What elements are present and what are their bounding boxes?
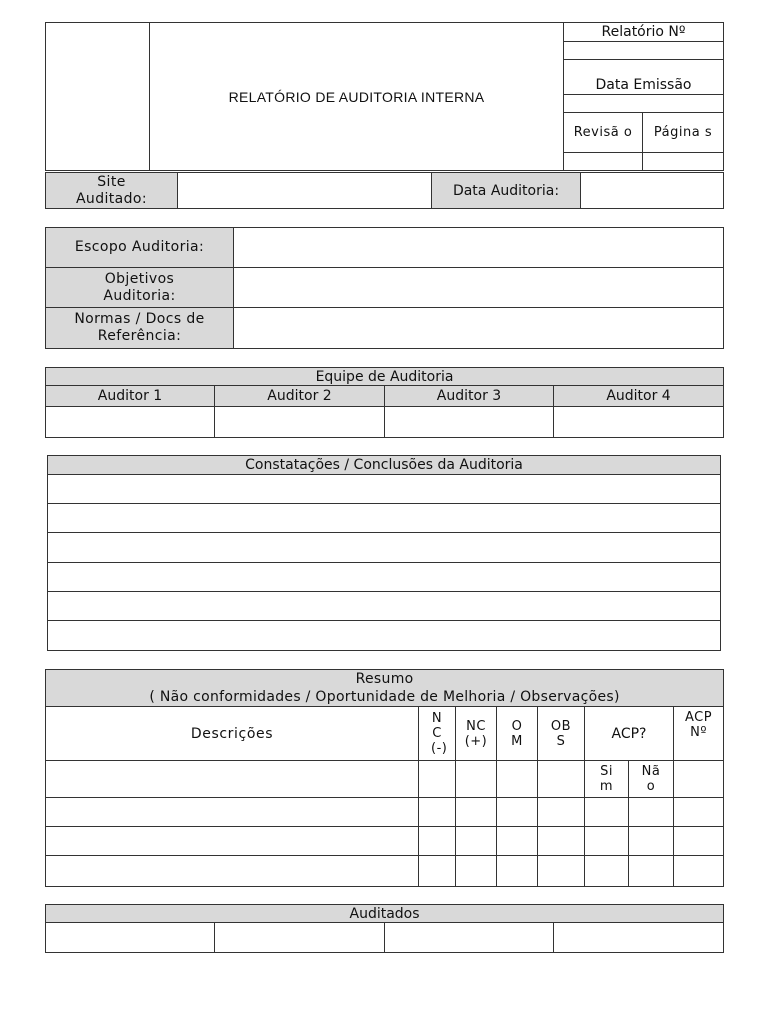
pages-label: Página s	[643, 113, 724, 153]
summary-row-nc-plus[interactable]	[456, 761, 497, 798]
summary-row-om[interactable]	[497, 798, 538, 827]
summary-row-acp-no[interactable]	[629, 827, 674, 856]
scope-field[interactable]	[234, 228, 724, 268]
audit-date-field[interactable]	[581, 173, 724, 209]
summary-row-obs[interactable]	[538, 761, 585, 798]
summary-title-line2: ( Não conformidades / Oportunidade de Melhoria / Observações)	[149, 689, 620, 705]
report-header-table	[45, 22, 724, 171]
revision-label: Revisã o	[564, 113, 643, 153]
norms-label: Normas / Docs de Referência:	[46, 308, 234, 349]
report-number-field[interactable]	[564, 42, 724, 60]
audit-team-title: Equipe de Auditoria	[46, 368, 724, 386]
summary-row-nc-minus[interactable]	[419, 761, 456, 798]
audit-team-table	[45, 367, 724, 438]
descriptions-header: Descrições	[46, 707, 419, 761]
issue-date-label: Data Emissão	[564, 76, 724, 95]
summary-row-acp-yes[interactable]	[585, 827, 629, 856]
summary-row-om[interactable]	[497, 827, 538, 856]
summary-row-acp-yes[interactable]	[585, 856, 629, 887]
objectives-field[interactable]	[234, 268, 724, 308]
summary-row-nc-plus[interactable]	[456, 827, 497, 856]
auditor-1-label: Auditor 1	[46, 386, 215, 407]
summary-row-nc-minus[interactable]	[419, 798, 456, 827]
summary-row-description[interactable]	[46, 761, 419, 798]
objectives-label: Objetivos Auditoria:	[46, 268, 234, 308]
scope-label: Escopo Auditoria:	[46, 228, 234, 268]
nc-plus-header: NC (+)	[456, 707, 497, 761]
report-title: RELATÓRIO DE AUDITORIA INTERNA	[150, 23, 564, 171]
summary-row-acp-number[interactable]	[674, 827, 724, 856]
acp-yes-label: Si m	[585, 761, 629, 798]
summary-row-om[interactable]	[497, 856, 538, 887]
auditor-1-field[interactable]	[46, 407, 215, 438]
summary-row-acp-no[interactable]	[629, 798, 674, 827]
acp-no-label: Nã o	[629, 761, 674, 798]
norms-field[interactable]	[234, 308, 724, 349]
auditor-4-field[interactable]	[554, 407, 724, 438]
obs-header: OB S	[538, 707, 585, 761]
summary-row-obs[interactable]	[538, 856, 585, 887]
summary-row-nc-minus[interactable]	[419, 827, 456, 856]
summary-title	[46, 670, 724, 707]
findings-row[interactable]	[48, 533, 721, 562]
logo-cell	[46, 23, 150, 171]
auditor-4-label: Auditor 4	[554, 386, 724, 407]
findings-row[interactable]	[48, 504, 721, 533]
findings-title: Constatações / Conclusões da Auditoria	[48, 456, 721, 475]
summary-row-acp-number[interactable]	[674, 761, 724, 798]
audited-field-2[interactable]	[215, 923, 385, 953]
auditor-3-label: Auditor 3	[385, 386, 554, 407]
nc-minus-header: N C (-)	[419, 707, 456, 761]
audited-field-1[interactable]	[46, 923, 215, 953]
site-audited-field[interactable]	[178, 173, 432, 209]
site-date-table	[45, 172, 724, 209]
summary-row-obs[interactable]	[538, 827, 585, 856]
findings-row[interactable]	[48, 562, 721, 591]
findings-row[interactable]	[48, 475, 721, 504]
summary-row-acp-yes[interactable]	[585, 798, 629, 827]
summary-row-description[interactable]	[46, 856, 419, 887]
pages-field[interactable]	[643, 153, 724, 171]
om-header: O M	[497, 707, 538, 761]
findings-row[interactable]	[48, 620, 721, 650]
auditor-2-field[interactable]	[215, 407, 385, 438]
acp-number-header: ACP Nº	[674, 707, 724, 761]
summary-title-line1: Resumo	[355, 671, 414, 687]
report-number-label: Relatório Nº	[564, 23, 724, 42]
summary-row-nc-plus[interactable]	[456, 798, 497, 827]
revision-field[interactable]	[564, 153, 643, 171]
summary-row-nc-plus[interactable]	[456, 856, 497, 887]
site-audited-label: Site Auditado:	[46, 173, 178, 209]
auditor-3-field[interactable]	[385, 407, 554, 438]
findings-table	[47, 455, 721, 651]
issue-date-field[interactable]	[564, 95, 724, 113]
summary-row-om[interactable]	[497, 761, 538, 798]
audited-title: Auditados	[46, 905, 724, 923]
summary-row-nc-minus[interactable]	[419, 856, 456, 887]
audited-field-3[interactable]	[385, 923, 554, 953]
summary-row-acp-number[interactable]	[674, 798, 724, 827]
summary-table	[45, 669, 724, 887]
audit-date-label: Data Auditoria:	[432, 173, 581, 209]
scope-table	[45, 227, 724, 349]
audited-table	[45, 904, 724, 953]
summary-row-description[interactable]	[46, 827, 419, 856]
summary-row-acp-no[interactable]	[629, 856, 674, 887]
auditor-2-label: Auditor 2	[215, 386, 385, 407]
summary-row-obs[interactable]	[538, 798, 585, 827]
summary-row-description[interactable]	[46, 798, 419, 827]
acp-header: ACP?	[585, 707, 674, 761]
issue-date-spacer	[564, 60, 724, 76]
findings-row[interactable]	[48, 591, 721, 620]
summary-row-acp-number[interactable]	[674, 856, 724, 887]
audited-field-4[interactable]	[554, 923, 724, 953]
